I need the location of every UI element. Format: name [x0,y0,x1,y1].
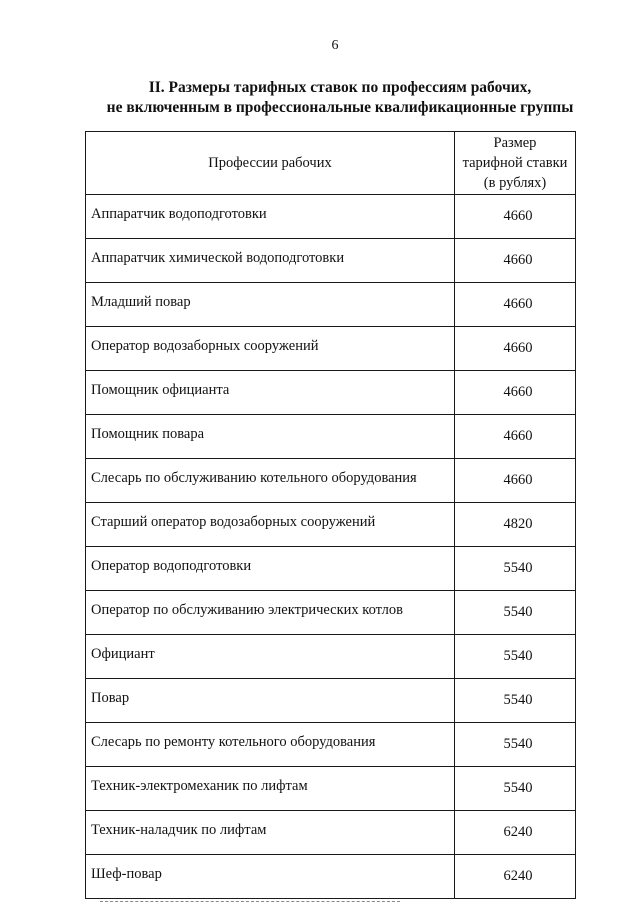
tariff-rates-table [85,131,576,899]
profession-cell: Слесарь по обслуживанию котельного оборудования [86,459,455,503]
header-rate [455,132,576,195]
table-row [86,547,576,591]
rate-cell: 4660 [455,239,576,283]
profession-cell: Техник-наладчик по лифтам [86,811,455,855]
table-row [86,811,576,855]
table-header-row [86,132,576,195]
rate-cell: 6240 [455,855,576,899]
rate-cell: 5540 [455,723,576,767]
table-row [86,767,576,811]
table-row [86,591,576,635]
profession-cell: Оператор водозаборных сооружений [86,327,455,371]
profession-cell: Старший оператор водозаборных сооружений [86,503,455,547]
header-rate-line-1: Размер [493,135,537,151]
rate-cell: 5540 [455,635,576,679]
rate-cell: 5540 [455,679,576,723]
rate-cell: 5540 [455,591,576,635]
table-row [86,415,576,459]
rate-cell: 4660 [455,459,576,503]
profession-cell: Шеф-повар [86,855,455,899]
table-row [86,855,576,899]
profession-cell: Официант [86,635,455,679]
table-row [86,327,576,371]
rate-cell: 4660 [455,283,576,327]
table-row [86,239,576,283]
section-heading [40,78,640,118]
rate-cell: 6240 [455,811,576,855]
rate-cell: 4660 [455,195,576,239]
table-row [86,679,576,723]
table-row [86,503,576,547]
profession-cell: Помощник повара [86,415,455,459]
header-rate-line-3: (в рублях) [483,175,547,191]
rate-cell: 4660 [455,371,576,415]
profession-cell: Техник-электромеханик по лифтам [86,767,455,811]
table-row [86,723,576,767]
profession-cell: Повар [86,679,455,723]
rate-cell: 4820 [455,503,576,547]
section-heading-line-1: II. Размеры тарифных ставок по профессиям рабочих, [148,79,532,96]
profession-cell: Слесарь по ремонту котельного оборудования [86,723,455,767]
rate-cell: 4660 [455,327,576,371]
table-row [86,459,576,503]
rate-cell: 5540 [455,767,576,811]
page-number: 6 [331,38,339,53]
profession-cell: Младший повар [86,283,455,327]
rate-cell: 5540 [455,547,576,591]
table-row [86,635,576,679]
table-row [86,371,576,415]
profession-cell: Оператор по обслуживанию электрических котлов [86,591,455,635]
profession-cell: Помощник официанта [86,371,455,415]
header-profession: Профессии рабочих [86,132,455,195]
profession-cell: Аппаратчик водоподготовки [86,195,455,239]
table-row [86,195,576,239]
section-heading-line-2: не включенным в профессиональные квалификационные группы [106,99,574,116]
profession-cell: Оператор водоподготовки [86,547,455,591]
profession-cell: Аппаратчик химической водоподготовки [86,239,455,283]
table-row [86,283,576,327]
header-rate-line-2: тарифной ставки [462,155,568,171]
rate-cell: 4660 [455,415,576,459]
scan-edge-divider [100,901,400,903]
